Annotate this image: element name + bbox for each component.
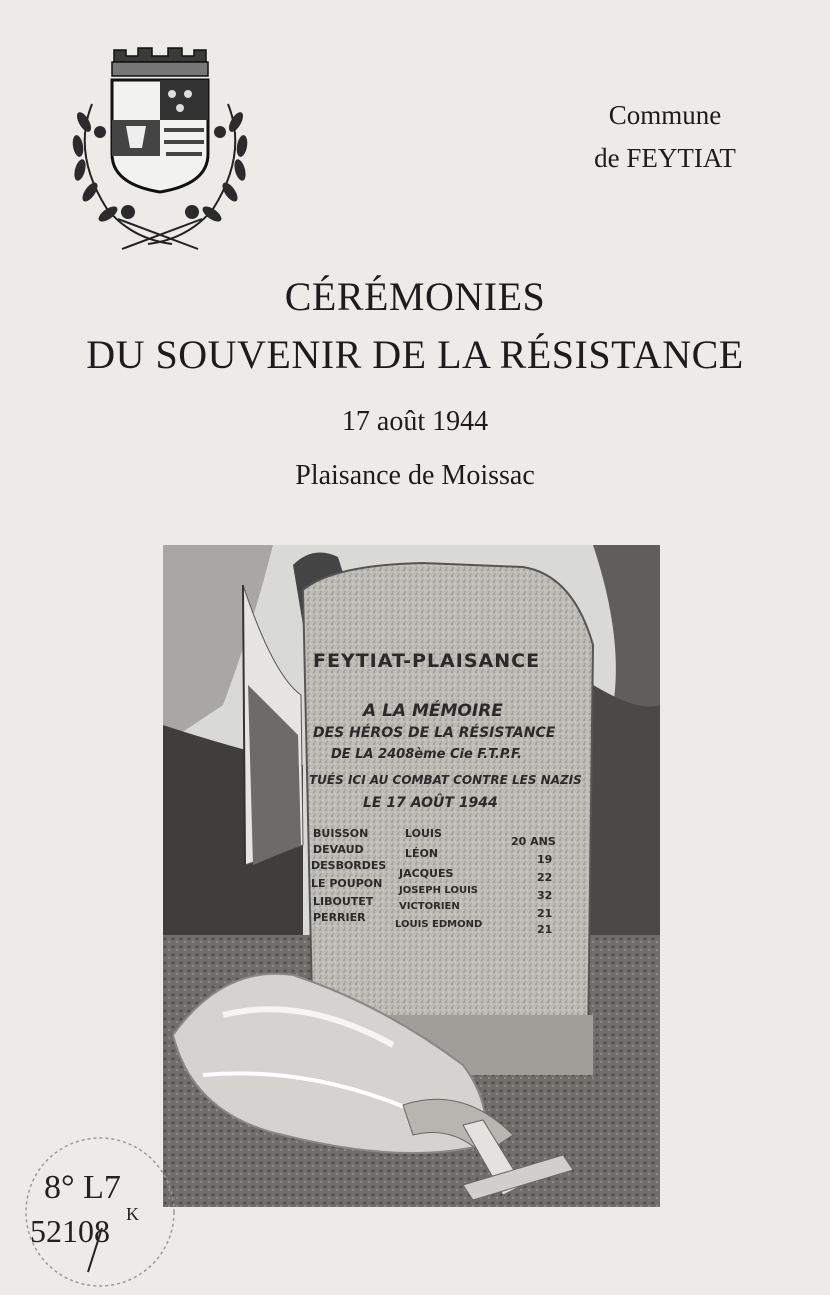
name-first: LOUIS EDMOND bbox=[395, 919, 483, 930]
stamp-line-2: 52108 bbox=[30, 1213, 110, 1249]
name-surname: LIBOUTET bbox=[313, 895, 374, 908]
name-first: JOSEPH LOUIS bbox=[399, 885, 478, 896]
name-first: LÉON bbox=[405, 847, 439, 860]
memorial-photo bbox=[163, 545, 660, 1207]
stamp-line-1: 8° L7 bbox=[44, 1169, 121, 1206]
monument-line-5: LE 17 AOÛT 1944 bbox=[363, 795, 498, 811]
stamp-suffix: K bbox=[126, 1204, 139, 1224]
monument-heading: FEYTIAT-PLAISANCE bbox=[313, 650, 541, 672]
name-age: 19 bbox=[537, 853, 553, 866]
name-surname: BUISSON bbox=[313, 827, 369, 840]
monument-line-1: A LA MÉMOIRE bbox=[363, 701, 503, 721]
event-place: Plaisance de Moissac bbox=[295, 460, 535, 491]
name-first: VICTORIEN bbox=[399, 901, 460, 912]
name-surname: LE POUPON bbox=[311, 877, 383, 890]
name-surname: DESBORDES bbox=[311, 859, 387, 872]
title-line-2: DU SOUVENIR DE LA RÉSISTANCE bbox=[86, 332, 744, 377]
library-stamp bbox=[18, 1132, 183, 1292]
name-age: 22 bbox=[537, 871, 553, 884]
name-age: 21 bbox=[537, 923, 553, 936]
name-age: 21 bbox=[537, 907, 553, 920]
name-surname: DEVAUD bbox=[313, 843, 364, 856]
commune-line-1: Commune bbox=[608, 100, 722, 130]
event-date: 17 août 1944 bbox=[341, 406, 489, 437]
name-surname: PERRIER bbox=[313, 911, 366, 924]
name-first: JACQUES bbox=[399, 867, 454, 880]
title-line-1: CÉRÉMONIES bbox=[284, 274, 546, 319]
name-age: 32 bbox=[537, 889, 553, 902]
monument-line-3: DE LA 2408ème Cie F.T.P.F. bbox=[331, 747, 522, 762]
commune-line-2: de FEYTIAT bbox=[594, 143, 736, 173]
monument-line-2: DES HÉROS DE LA RÉSISTANCE bbox=[313, 725, 556, 741]
coat-of-arms-logo bbox=[62, 44, 258, 254]
monument-inscription bbox=[163, 545, 660, 1207]
name-age: 20 ANS bbox=[511, 835, 556, 848]
page-title bbox=[0, 268, 830, 384]
monument-line-4: TUÉS ICI AU COMBAT CONTRE LES NAZIS bbox=[309, 773, 582, 787]
name-first: LOUIS bbox=[405, 827, 442, 840]
